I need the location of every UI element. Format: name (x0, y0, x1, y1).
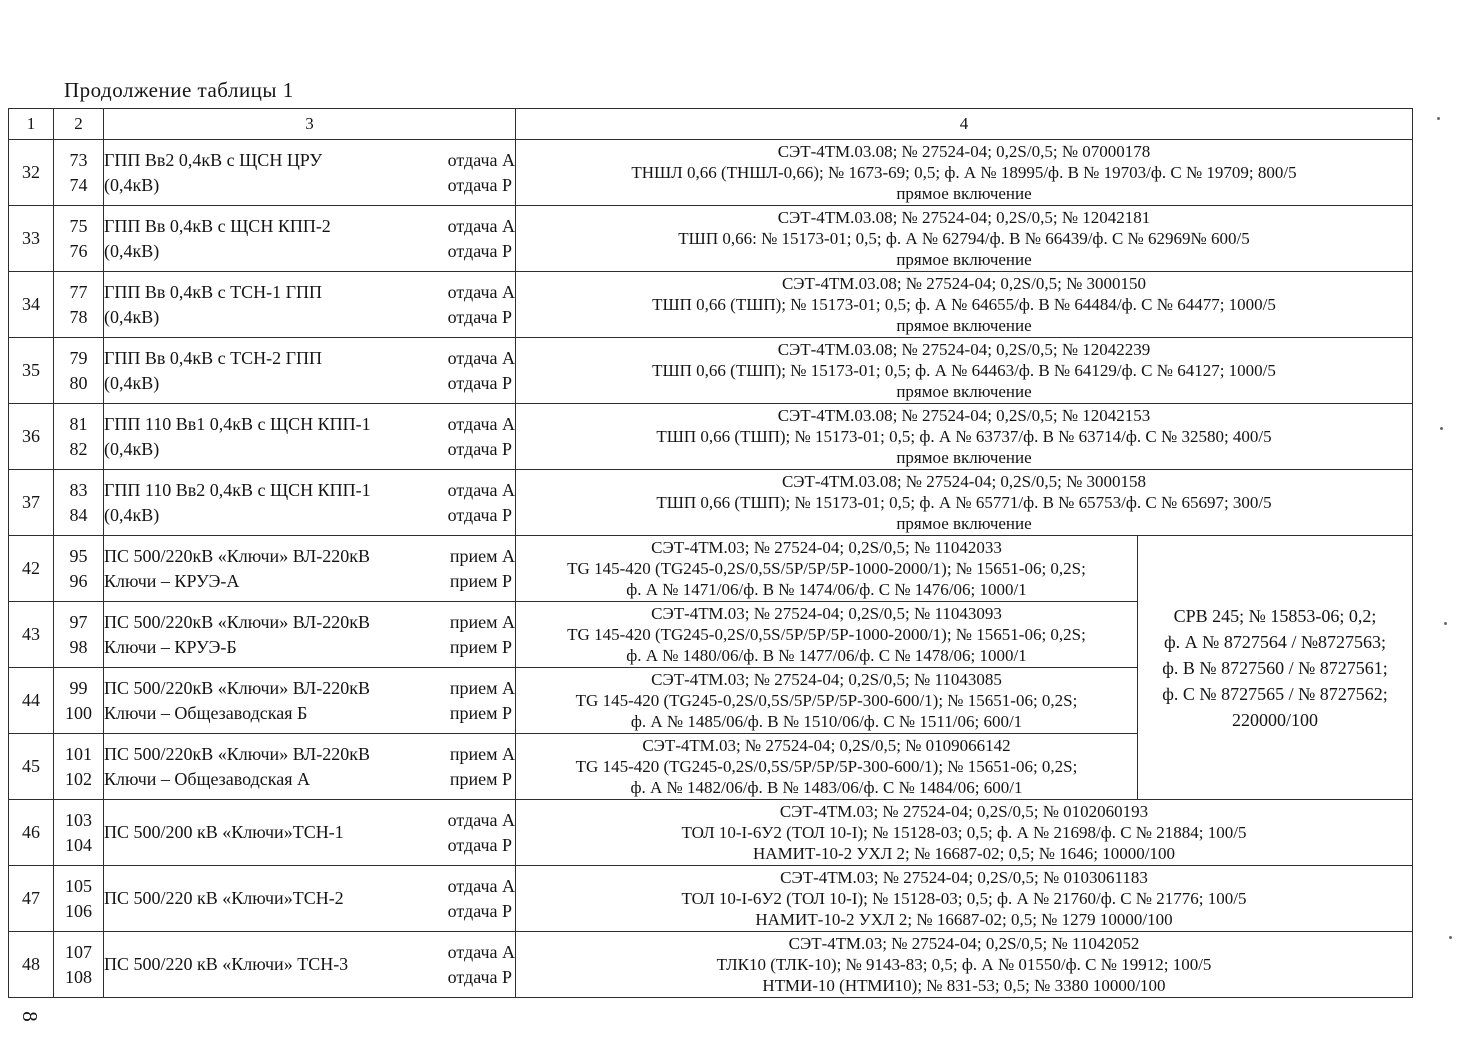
meter-counter-number: 97 (69, 611, 88, 632)
meter-counter-number: 95 (69, 545, 88, 566)
meter-counter-number: 107 (65, 941, 92, 962)
equipment-line: прямое включение (896, 448, 1032, 467)
row-number-cell: 46 (9, 800, 54, 866)
connection-name (104, 952, 348, 977)
voltage-transformer-cell (1138, 536, 1413, 800)
equipment-line: СЭТ-4ТМ.03.08; № 27524-04; 0,2S/0,5; № 07000178 (777, 142, 1151, 161)
equipment-line: СЭТ-4ТМ.03; № 27524-04; 0,2S/0,5; № 11043093 (651, 604, 1002, 623)
scan-artifact-dot (1449, 936, 1452, 939)
voltage-transformer-line: 220000/100 (1231, 709, 1318, 730)
voltage-transformer-line: ф. А № 8727564 / №8727563; (1163, 631, 1386, 652)
energy-direction-label: прием Р (449, 768, 512, 789)
equipment-line: СЭТ-4ТМ.03; № 27524-04; 0,2S/0,5; № 0109066142 (642, 736, 1011, 755)
connection-name-line: (0,4кВ) (104, 240, 160, 261)
connection-name-line: ГПП Вв 0,4кВ с ТСН-2 ГПП (104, 347, 323, 368)
meter-counter-number: 105 (65, 875, 92, 896)
equipment-line: TG 145-420 (TG245-0,2S/0,5S/5P/5P/5P-1000-2000/1); № 15651-06; 0,2S; (567, 559, 1086, 578)
energy-direction-label: отдача А (447, 809, 515, 830)
connection-name (104, 676, 370, 726)
header-row (9, 109, 1413, 140)
meter-counter-numbers-cell (54, 866, 104, 932)
equipment-cell (516, 800, 1413, 866)
meter-counter-numbers-cell (54, 602, 104, 668)
voltage-transformer-line: ф. С № 8727565 / № 8727562; (1162, 683, 1388, 704)
voltage-transformer-line: СРВ 245; № 15853-06; 0,2; (1173, 605, 1377, 626)
connection-cell (104, 272, 516, 338)
row-number-cell: 47 (9, 866, 54, 932)
meter-counter-numbers-cell (54, 404, 104, 470)
equipment-cell (516, 536, 1138, 602)
energy-direction-label: прием А (449, 545, 515, 566)
equipment-cell (516, 734, 1138, 800)
equipment-line: ТШП 0,66 (ТШП); № 15173-01; 0,5; ф. А № 65771/ф. В № 65753/ф. С № 65697; 300/5 (656, 493, 1272, 512)
connection-cell (104, 470, 516, 536)
energy-direction-label: отдача А (447, 941, 515, 962)
equipment-line: ТШП 0,66 (ТШП); № 15173-01; 0,5; ф. А № 64655/ф. В № 64484/ф. С № 64477; 1000/5 (652, 295, 1276, 314)
energy-direction-label: отдача Р (447, 372, 513, 393)
equipment-cell (516, 404, 1413, 470)
meter-counter-numbers-cell (54, 470, 104, 536)
equipment-line: СЭТ-4ТМ.03; № 27524-04; 0,2S/0,5; № 11042033 (651, 538, 1002, 557)
connection-name (104, 886, 344, 911)
equipment-line: прямое включение (896, 250, 1032, 269)
connection-cell (104, 668, 516, 734)
equipment-line: НАМИТ-10-2 УХЛ 2; № 16687-02; 0,5; № 1646; 10000/100 (753, 844, 1175, 863)
equipment-line: ф. А № 1482/06/ф. В № 1483/06/ф. С № 1484/06; 600/1 (630, 778, 1023, 797)
connection-name-line: (0,4кВ) (104, 504, 160, 525)
energy-direction-label: отдача А (447, 215, 515, 236)
connection-name-line: ГПП Вв2 0,4кВ с ЩСН ЦРУ (104, 149, 323, 170)
equipment-line: СЭТ-4ТМ.03; № 27524-04; 0,2S/0,5; № 0102060193 (779, 802, 1149, 821)
energy-direction-label: отдача Р (447, 504, 513, 525)
energy-direction-labels (448, 478, 515, 528)
energy-direction-label: отдача Р (447, 438, 513, 459)
energy-direction-labels (450, 742, 515, 792)
meter-counter-number: 77 (69, 281, 88, 302)
connection-name-line: Ключи – КРУЭ-Б (104, 636, 237, 657)
connection-cell-content (104, 610, 515, 660)
connection-cell-content (104, 280, 515, 330)
equipment-cell (516, 206, 1413, 272)
connection-name (104, 544, 370, 594)
table-row (9, 140, 1413, 206)
connection-cell-content (104, 346, 515, 396)
equipment-line: ТОЛ 10-I-6У2 (ТОЛ 10-I); № 15128-03; 0,5; ф. А № 21760/ф. С № 21776; 100/5 (681, 889, 1247, 908)
energy-direction-labels (450, 544, 515, 594)
connection-name-line: ГПП Вв 0,4кВ с ЩСН КПП-2 (104, 215, 331, 236)
energy-direction-label: прием Р (449, 570, 512, 591)
row-number-cell: 32 (9, 140, 54, 206)
row-number-cell: 48 (9, 932, 54, 998)
energy-direction-label: прием А (449, 743, 515, 764)
connection-cell-content (104, 676, 515, 726)
equipment-line: СЭТ-4ТМ.03.08; № 27524-04; 0,2S/0,5; № 12042181 (777, 208, 1151, 227)
connection-name-line: ГПП 110 Вв2 0,4кВ с ЩСН КПП-1 (104, 479, 371, 500)
connection-cell-content (104, 808, 515, 858)
connection-cell (104, 536, 516, 602)
page-number: 8 (17, 1011, 42, 1022)
table-row (9, 932, 1413, 998)
connection-cell-content (104, 148, 515, 198)
meter-counter-number: 96 (69, 570, 88, 591)
meter-counter-number: 99 (69, 677, 88, 698)
energy-direction-label: отдача А (447, 347, 515, 368)
connection-name-line: Ключи – КРУЭ-А (104, 570, 240, 591)
meter-counter-number: 108 (65, 966, 92, 987)
table-row (9, 404, 1413, 470)
energy-direction-labels (448, 346, 515, 396)
meter-counter-number: 78 (69, 306, 88, 327)
equipment-line: ТШП 0,66 (ТШП); № 15173-01; 0,5; ф. А № 63737/ф. В № 63714/ф. С № 32580; 400/5 (656, 427, 1272, 446)
energy-direction-labels (448, 214, 515, 264)
energy-direction-label: отдача А (447, 875, 515, 896)
energy-direction-labels (450, 676, 515, 726)
connection-cell-content (104, 214, 515, 264)
connection-cell (104, 338, 516, 404)
equipment-line: СЭТ-4ТМ.03; № 27524-04; 0,2S/0,5; № 0103061183 (780, 868, 1148, 887)
row-number-cell: 36 (9, 404, 54, 470)
column-header-4: 4 (516, 109, 1413, 140)
table-continuation-title: Продолжение таблицы 1 (64, 78, 294, 102)
meter-counter-numbers-cell (54, 272, 104, 338)
connection-name-line: ПС 500/220кВ «Ключи» ВЛ-220кВ (104, 677, 370, 698)
energy-direction-label: отдача Р (447, 834, 513, 855)
column-header-2: 2 (54, 109, 104, 140)
equipment-line: прямое включение (896, 184, 1032, 203)
connection-cell (104, 602, 516, 668)
row-number-cell: 44 (9, 668, 54, 734)
row-number-cell: 34 (9, 272, 54, 338)
table-row (9, 206, 1413, 272)
equipment-cell (516, 668, 1138, 734)
connection-name-line: Ключи – Общезаводская Б (104, 702, 308, 723)
energy-direction-label: отдача А (447, 479, 515, 500)
connection-cell-content (104, 544, 515, 594)
connection-name-line: ПС 500/220кВ «Ключи» ВЛ-220кВ (104, 743, 370, 764)
connection-cell (104, 734, 516, 800)
meter-counter-numbers-cell (54, 932, 104, 998)
meter-counter-number: 104 (65, 834, 92, 855)
scan-artifact-dot (1440, 427, 1443, 430)
connection-cell-content (104, 940, 515, 990)
equipment-line: ТШП 0,66 (ТШП); № 15173-01; 0,5; ф. А № 64463/ф. В № 64129/ф. С № 64127; 1000/5 (652, 361, 1276, 380)
table-row (9, 536, 1413, 602)
energy-direction-label: отдача А (447, 149, 515, 170)
row-number-cell: 42 (9, 536, 54, 602)
equipment-cell (516, 932, 1413, 998)
row-number-cell: 33 (9, 206, 54, 272)
meter-counter-number: 75 (69, 215, 88, 236)
meter-counter-numbers-cell (54, 800, 104, 866)
equipment-line: СЭТ-4ТМ.03.08; № 27524-04; 0,2S/0,5; № 3000150 (781, 274, 1147, 293)
voltage-transformer-line: ф. В № 8727560 / № 8727561; (1162, 657, 1388, 678)
table-row (9, 866, 1413, 932)
connection-name-line: ГПП 110 Вв1 0,4кВ с ЩСН КПП-1 (104, 413, 371, 434)
connection-name-line: ПС 500/220кВ «Ключи» ВЛ-220кВ (104, 611, 370, 632)
connection-name (104, 346, 322, 396)
meter-counter-numbers-cell (54, 338, 104, 404)
connection-cell-content (104, 412, 515, 462)
meter-counter-number: 83 (69, 479, 88, 500)
connection-name (104, 214, 331, 264)
equipment-line: СЭТ-4ТМ.03; № 27524-04; 0,2S/0,5; № 11043085 (651, 670, 1002, 689)
connection-cell-content (104, 478, 515, 528)
connection-name-line: ПС 500/200 кВ «Ключи»ТСН-1 (104, 822, 344, 842)
connection-name (104, 412, 371, 462)
connection-cell (104, 866, 516, 932)
energy-direction-label: отдача А (447, 413, 515, 434)
equipment-line: СЭТ-4ТМ.03.08; № 27524-04; 0,2S/0,5; № 12042153 (777, 406, 1151, 425)
connection-name-line: (0,4кВ) (104, 306, 160, 327)
equipment-cell (516, 470, 1413, 536)
connection-cell (104, 800, 516, 866)
connection-cell (104, 206, 516, 272)
scan-artifact-dot (1444, 622, 1447, 625)
equipment-line: ТШП 0,66: № 15173-01; 0,5; ф. А № 62794/ф. В № 66439/ф. С № 62969№ 600/5 (678, 229, 1250, 248)
equipment-cell (516, 338, 1413, 404)
equipment-cell (516, 866, 1413, 932)
meter-counter-numbers-cell (54, 668, 104, 734)
connection-name-line: Ключи – Общезаводская А (104, 768, 311, 789)
meter-counter-number: 73 (69, 149, 88, 170)
table-row (9, 470, 1413, 536)
meter-counter-number: 79 (69, 347, 88, 368)
connection-name-line: (0,4кВ) (104, 372, 160, 393)
equipment-cell (516, 602, 1138, 668)
meter-counter-number: 101 (65, 743, 92, 764)
equipment-line: прямое включение (896, 316, 1032, 335)
energy-direction-labels (450, 610, 515, 660)
table-row (9, 800, 1413, 866)
equipment-cell (516, 140, 1413, 206)
connection-name (104, 610, 370, 660)
energy-direction-labels (448, 280, 515, 330)
energy-direction-label: отдача Р (447, 966, 513, 987)
meter-counter-numbers-cell (54, 734, 104, 800)
connection-cell (104, 932, 516, 998)
meter-counter-number: 102 (65, 768, 92, 789)
energy-direction-labels (448, 874, 515, 924)
energy-direction-label: отдача Р (447, 900, 513, 921)
energy-direction-labels (448, 940, 515, 990)
energy-direction-label: прием А (449, 677, 515, 698)
row-number-cell: 35 (9, 338, 54, 404)
metering-equipment-table (8, 108, 1413, 998)
energy-direction-label: отдача Р (447, 306, 513, 327)
energy-direction-label: прием А (449, 611, 515, 632)
energy-direction-label: отдача А (447, 281, 515, 302)
row-number-cell: 45 (9, 734, 54, 800)
connection-cell (104, 404, 516, 470)
energy-direction-labels (448, 412, 515, 462)
equipment-line: СЭТ-4ТМ.03.08; № 27524-04; 0,2S/0,5; № 12042239 (777, 340, 1151, 359)
energy-direction-label: отдача Р (447, 240, 513, 261)
column-header-1: 1 (9, 109, 54, 140)
connection-name-line: ПС 500/220 кВ «Ключи»ТСН-2 (104, 888, 344, 908)
equipment-line: НАМИТ-10-2 УХЛ 2; № 16687-02; 0,5; № 1279 10000/100 (755, 910, 1173, 929)
equipment-line: TG 145-420 (TG245-0,2S/0,5S/5P/5P/5P-300-600/1); № 15651-06; 0,2S; (575, 691, 1078, 710)
energy-direction-label: прием Р (449, 636, 512, 657)
equipment-line: НТМИ-10 (НТМИ10); № 831-53; 0,5; № 3380 10000/100 (762, 976, 1166, 995)
connection-name-line: ПС 500/220 кВ «Ключи» ТСН-3 (104, 954, 349, 974)
connection-cell-content (104, 874, 515, 924)
meter-counter-number: 106 (65, 900, 92, 921)
energy-direction-labels (448, 148, 515, 198)
connection-name-line: (0,4кВ) (104, 438, 160, 459)
equipment-line: СЭТ-4ТМ.03; № 27524-04; 0,2S/0,5; № 11042052 (788, 934, 1140, 953)
connection-cell (104, 140, 516, 206)
meter-counter-number: 103 (65, 809, 92, 830)
equipment-line: прямое включение (896, 382, 1032, 401)
equipment-line: TG 145-420 (TG245-0,2S/0,5S/5P/5P/5P-1000-2000/1); № 15651-06; 0,2S; (567, 625, 1086, 644)
equipment-line: прямое включение (896, 514, 1032, 533)
energy-direction-labels (448, 808, 515, 858)
meter-counter-number: 80 (69, 372, 88, 393)
meter-counter-number: 84 (69, 504, 88, 525)
equipment-line: ТОЛ 10-I-6У2 (ТОЛ 10-I); № 15128-03; 0,5; ф. А № 21698/ф. С № 21884; 100/5 (681, 823, 1247, 842)
connection-name-line: ПС 500/220кВ «Ключи» ВЛ-220кВ (104, 545, 370, 566)
connection-name (104, 478, 371, 528)
connection-name-line: (0,4кВ) (104, 174, 160, 195)
column-header-3: 3 (104, 109, 516, 140)
connection-name-line: ГПП Вв 0,4кВ с ТСН-1 ГПП (104, 281, 323, 302)
meter-counter-numbers-cell (54, 140, 104, 206)
table-row (9, 272, 1413, 338)
connection-cell-content (104, 742, 515, 792)
energy-direction-label: отдача Р (447, 174, 513, 195)
equipment-line: ТЛК10 (ТЛК-10); № 9143-83; 0,5; ф. А № 01550/ф. С № 19912; 100/5 (716, 955, 1212, 974)
scan-artifact-dot (1437, 117, 1440, 120)
meter-counter-numbers-cell (54, 206, 104, 272)
row-number-cell: 43 (9, 602, 54, 668)
equipment-line: ф. А № 1485/06/ф. В № 1510/06/ф. С № 1511/06; 600/1 (630, 712, 1023, 731)
meter-counter-number: 74 (69, 174, 88, 195)
row-number-cell: 37 (9, 470, 54, 536)
energy-direction-label: прием Р (449, 702, 512, 723)
connection-name (104, 148, 322, 198)
equipment-line: СЭТ-4ТМ.03.08; № 27524-04; 0,2S/0,5; № 3000158 (781, 472, 1147, 491)
connection-name (104, 742, 370, 792)
equipment-line: ф. А № 1471/06/ф. В № 1474/06/ф. С № 1476/06; 1000/1 (626, 580, 1027, 599)
meter-counter-numbers-cell (54, 536, 104, 602)
connection-name (104, 820, 344, 845)
meter-counter-number: 76 (69, 240, 88, 261)
equipment-cell (516, 272, 1413, 338)
equipment-line: TG 145-420 (TG245-0,2S/0,5S/5P/5P/5P-300-600/1); № 15651-06; 0,2S; (575, 757, 1078, 776)
meter-counter-number: 81 (69, 413, 88, 434)
meter-counter-number: 98 (69, 636, 88, 657)
equipment-line: ТНШЛ 0,66 (ТНШЛ-0,66); № 1673-69; 0,5; ф. А № 18995/ф. В № 19703/ф. С № 19709; 800/5 (631, 163, 1297, 182)
meter-counter-number: 100 (65, 702, 92, 723)
connection-name (104, 280, 322, 330)
table-row (9, 338, 1413, 404)
meter-counter-number: 82 (69, 438, 88, 459)
equipment-line: ф. А № 1480/06/ф. В № 1477/06/ф. С № 1478/06; 1000/1 (626, 646, 1027, 665)
